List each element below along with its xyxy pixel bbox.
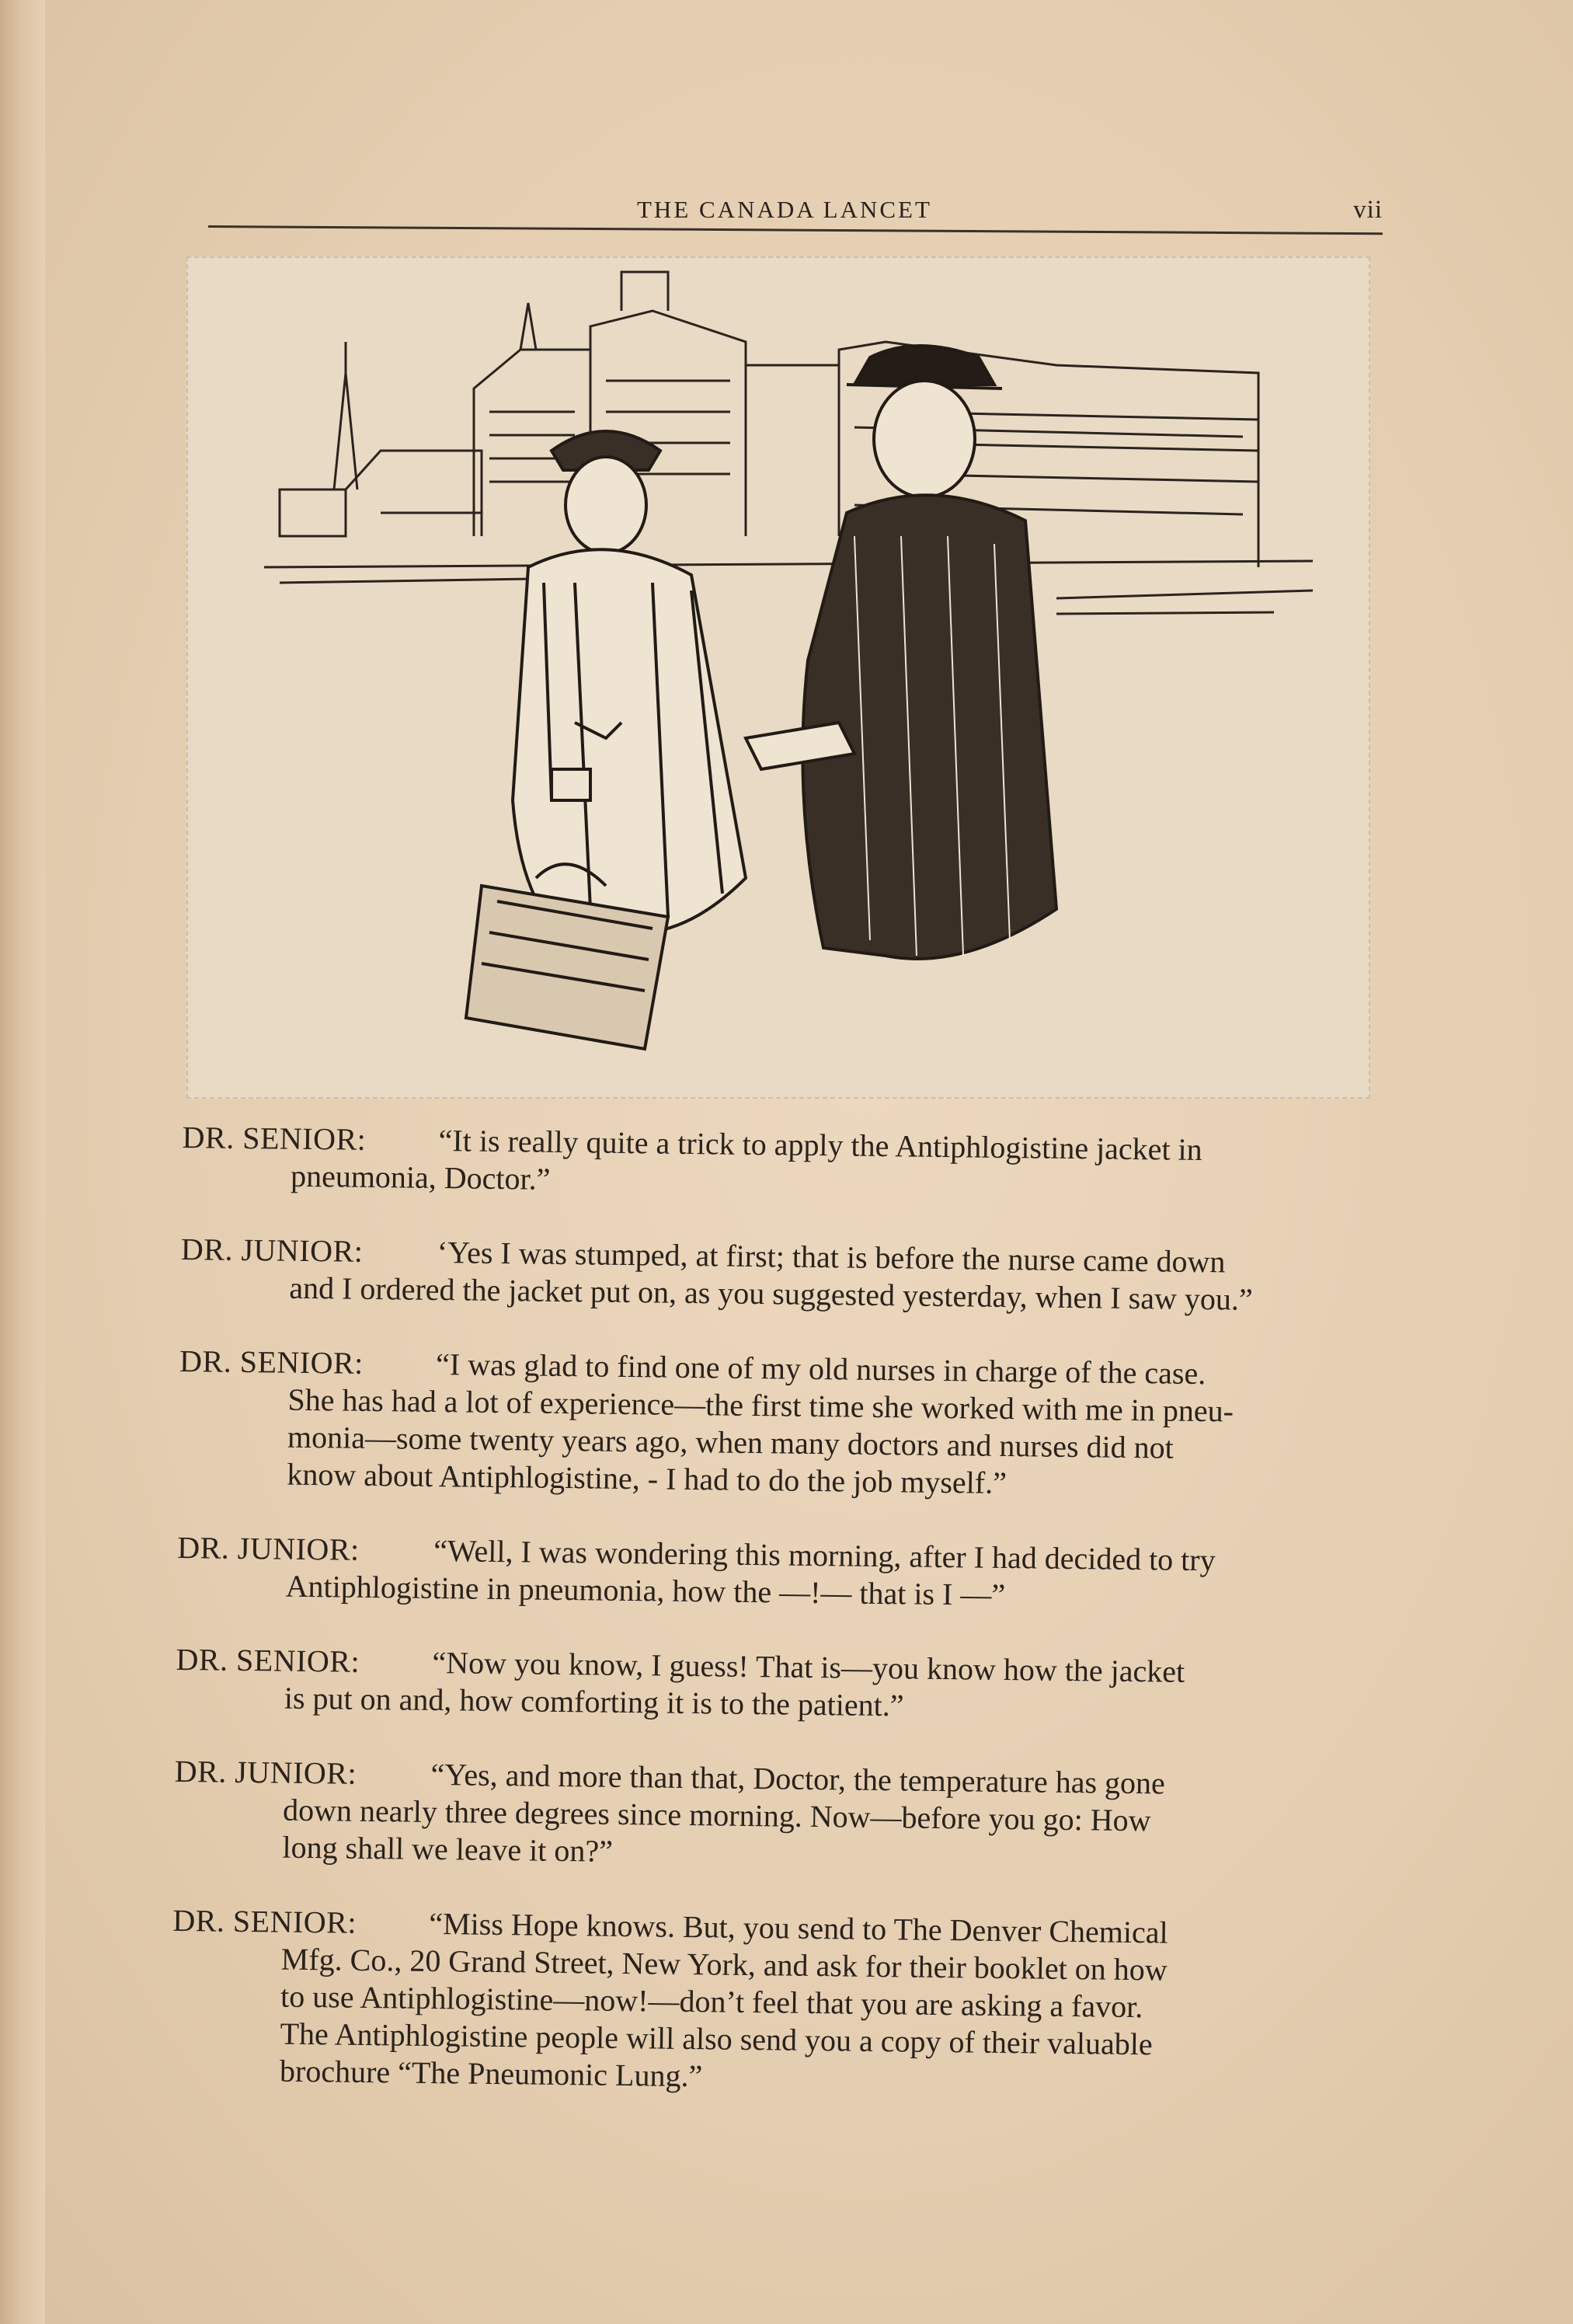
dialogue-line: “I was glad to find one of my old nurses in charge of the case.: [435, 1347, 1206, 1392]
dialogue-exchange: [182, 1119, 1371, 1208]
dialogue-line: monia—some twenty years ago, when many doctors and nurses did not: [287, 1419, 1175, 1465]
dialogue-line: brochure “The Pneumonic Lung.”: [279, 2053, 703, 2094]
dialogue-exchange: [176, 1529, 1366, 1618]
dialogue-exchange: [173, 1753, 1363, 1880]
illustration: [186, 256, 1367, 1096]
dialogue-line: Antiphlogistine in pneumonia, how the —!— that is I —”: [285, 1568, 1006, 1612]
dialogue-line: to use Antiphlogistine—now!—don’t feel that you are asking a favor.: [280, 1978, 1143, 2025]
page-number: vii: [1353, 196, 1383, 224]
speaker: DR. SENIOR:: [176, 1641, 360, 1679]
dialogue-line: know about Antiphlogistine, - I had to do the job myself.”: [287, 1456, 1007, 1500]
dialogue-line: “Miss Hope knows. But, you send to The Denver Chemical: [429, 1905, 1168, 1950]
dialogue-line: “Now you know, I guess! That is—you know how the jacket: [432, 1644, 1185, 1689]
speaker: DR. SENIOR:: [172, 1902, 357, 1940]
dialogue-line: Mfg. Co., 20 Grand Street, New York, and ask for their booklet on how: [280, 1941, 1168, 1988]
speaker: DR. SENIOR:: [179, 1343, 364, 1381]
journal-title: THE CANADA LANCET: [637, 196, 932, 223]
two-doctors-in-street-illustration: [186, 256, 1367, 1096]
page-binding-edge: [0, 0, 45, 2324]
dialogue-line: “Yes, and more than that, Doctor, the temperature has gone: [430, 1756, 1166, 1801]
dialogue-line: down nearly three degrees since morning. Now—before you go: How: [282, 1792, 1151, 1838]
dialogue-line: “Well, I was wondering this morning, after I had decided to try: [433, 1532, 1216, 1578]
dialogue-line: long shall we leave it on?”: [282, 1829, 614, 1869]
dialogue-line: The Antiphlogistine people will also send you a copy of their valuable: [280, 2016, 1153, 2062]
dialogue-exchange: [171, 1902, 1362, 2103]
dialogue-line: and I ordered the jacket put on, as you suggested yesterday, when I saw you.”: [289, 1270, 1253, 1317]
dialogue-exchange: [176, 1641, 1365, 1730]
speaker: DR. SENIOR:: [182, 1119, 367, 1157]
dialogue-line: is put on and, how comforting it is to the patient.”: [284, 1680, 904, 1723]
speaker: DR. JUNIOR:: [180, 1231, 364, 1269]
dialogue-line: pneumonia, Doctor.”: [290, 1158, 551, 1197]
dialogue: [170, 1119, 1371, 2141]
speaker: DR. JUNIOR:: [174, 1753, 357, 1791]
dialogue-line: She has had a lot of experience—the first time she worked with me in pneu-: [287, 1382, 1234, 1429]
dialogue-exchange: [178, 1343, 1368, 1507]
dialogue-line: ‘Yes I was stumped, at first; that is before the nurse came down: [437, 1235, 1226, 1280]
dialogue-line: “It is really quite a trick to apply the Antiphlogistine jacket in: [438, 1123, 1202, 1168]
speaker: DR. JUNIOR:: [176, 1529, 360, 1567]
dialogue-exchange: [180, 1231, 1369, 1320]
